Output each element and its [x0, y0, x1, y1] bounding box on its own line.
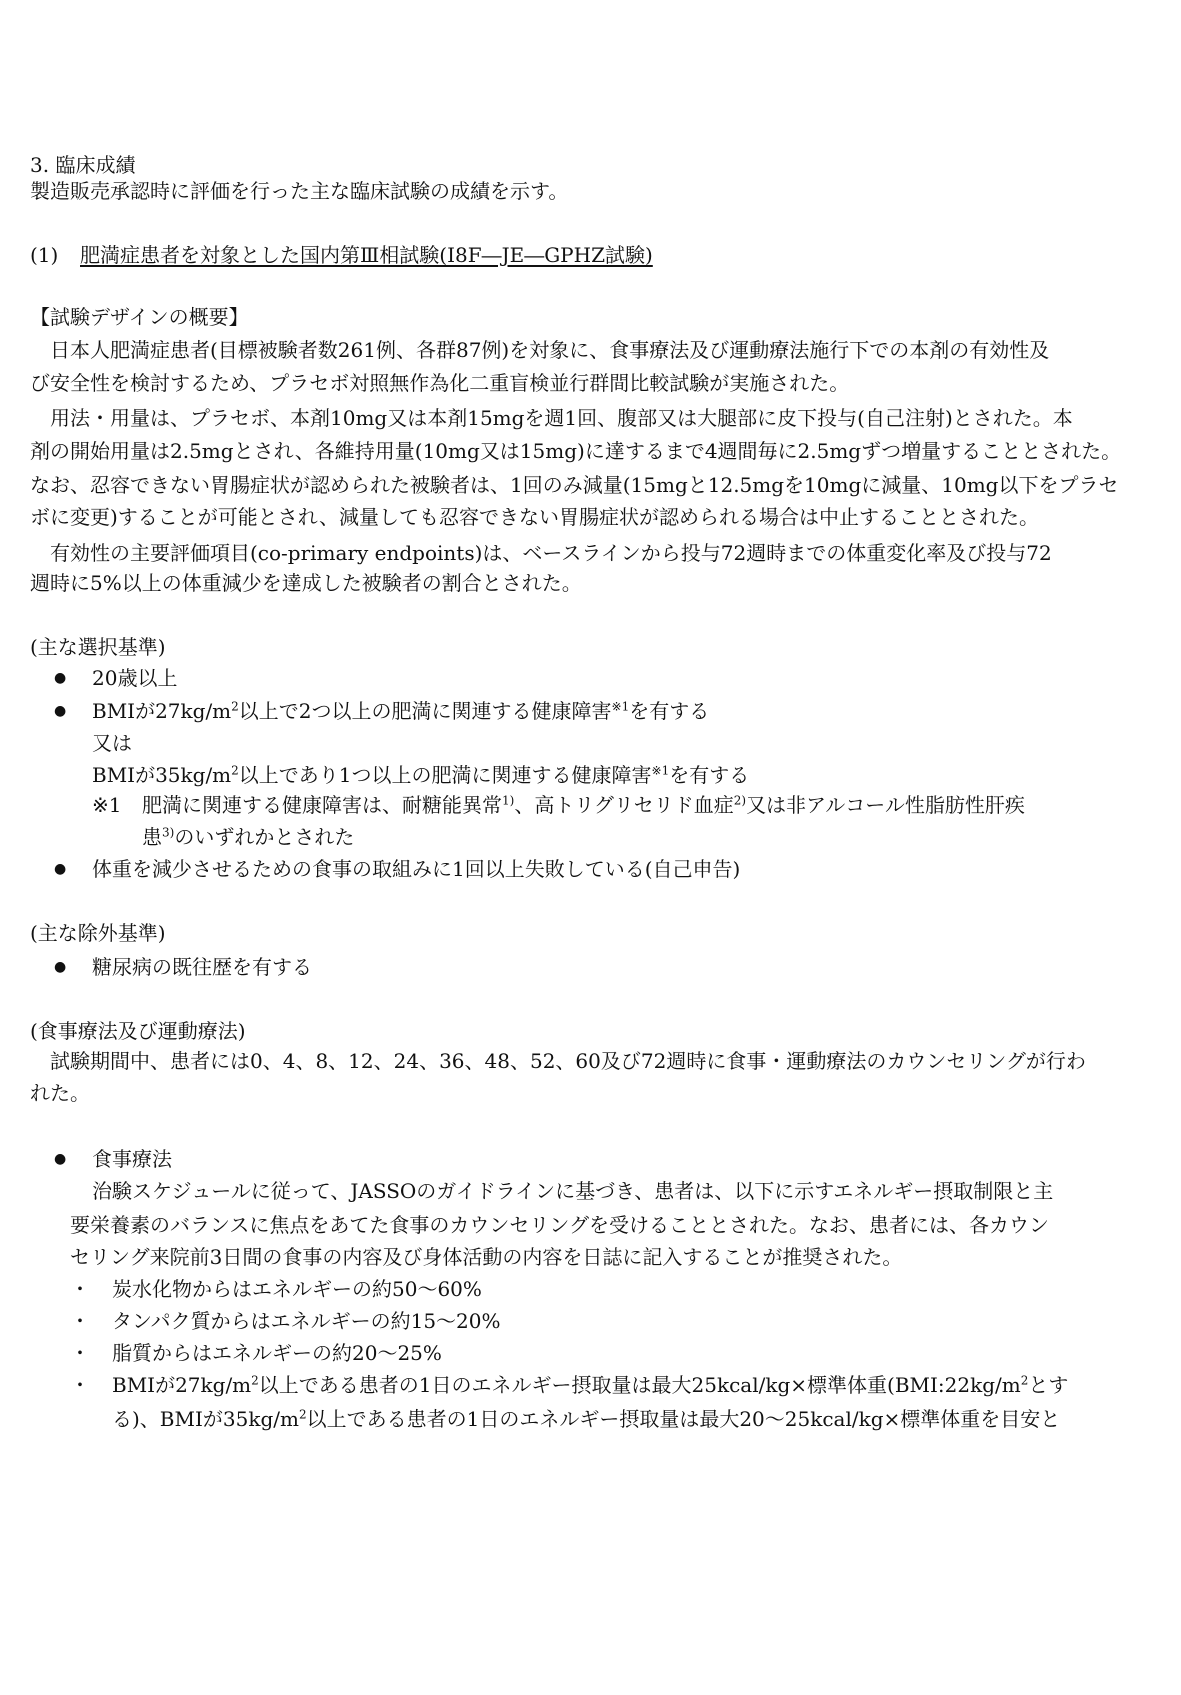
diet-item-4-line-1: BMIが$27kg/m^2$以上である患者の1日のエネルギー摂取量は最大25kcal/kg×標準体重($BMI:22kg/m^2$とす — [112, 1373, 1069, 1397]
dot-icon: ・ — [70, 1277, 90, 1301]
diet-item-2: タンパク質からはエネルギーの約15～20% — [112, 1309, 501, 1333]
diet-exercise-line-2: れた。 — [30, 1081, 90, 1105]
diet-line-2: 要栄養素のバランスに焦点をあてた食事のカウンセリングを受けることとされた。なお、患者には、各カウン — [70, 1213, 1049, 1237]
inclusion-item-1: 20歳以上 — [92, 666, 178, 690]
diet-exercise-heading: (食事療法及び運動療法) — [30, 1019, 246, 1043]
diet-exercise-line-1: 試験期間中、患者には0、4、8、12、24、36、48、52、60及び72週時に食事・運動療法のカウンセリングが行わ — [50, 1049, 1086, 1073]
study-number: (1) — [30, 243, 59, 267]
diet-item-1: 炭水化物からはエネルギーの約50～60% — [112, 1277, 482, 1301]
design-p2-line4: ボに変更)することが可能とされ、減量しても忍容できない胃腸症状が認められる場合は中止することとされた。 — [30, 505, 1040, 529]
bullet-icon: ● — [54, 703, 67, 719]
inclusion-or: 又は — [92, 731, 132, 755]
design-p2-line2: 剤の開始用量は2.5mgとされ、各維持用量(10mg又は15mg)に達するまで4週間毎に2.5mgずつ増量することとされた。 — [30, 439, 1122, 463]
bullet-icon: ● — [54, 861, 67, 877]
design-p1-line2: び安全性を検討するため、プラセボ対照無作為化二重盲検並行群間比較試験が実施された。 — [30, 371, 850, 395]
dot-icon: ・ — [70, 1309, 90, 1333]
dot-icon: ・ — [70, 1341, 90, 1365]
bullet-icon: ● — [54, 959, 67, 975]
design-heading: 【試験デザインの概要】 — [30, 305, 249, 329]
section-title: 3. 臨床成績 — [30, 153, 136, 177]
design-p3-line2: 週時に5%以上の体重減少を達成した被験者の割合とされた。 — [30, 571, 582, 595]
note-mark: ※1 — [92, 793, 122, 817]
inclusion-item-2-alt: BMIが$35kg/m^2$以上であり1つ以上の肥満に関連する健康障害$^{※1}$を有する — [92, 763, 750, 787]
dot-icon: ・ — [70, 1373, 90, 1397]
section-intro: 製造販売承認時に評価を行った主な臨床試験の成績を示す。 — [30, 179, 569, 203]
exclusion-item-1: 糖尿病の既往歴を有する — [92, 955, 312, 979]
diet-item-4-line-2: る)、BMIが$35kg/m^2$以上である患者の1日のエネルギー摂取量は最大20～25kcal/kg×標準体重を目安と — [112, 1407, 1061, 1431]
note-line-1: 肥満に関連する健康障害は、耐糖能異常$^{1)}$、高トリグリセリド血症$^{2)}$又は非アルコール性脂肪性肝疾 — [142, 793, 1025, 817]
diet-line-3: セリング来院前3日間の食事の内容及び身体活動の内容を日誌に記入することが推奨された。 — [70, 1245, 903, 1269]
bullet-icon: ● — [54, 670, 67, 686]
inclusion-heading: (主な選択基準) — [30, 635, 166, 659]
inclusion-item-2: BMIが$27kg/m^2$以上で2つ以上の肥満に関連する健康障害$^{※1}$を有する — [92, 699, 710, 723]
bullet-icon: ● — [54, 1151, 67, 1167]
exclusion-heading: (主な除外基準) — [30, 921, 166, 945]
diet-line-1: 治験スケジュールに従って、JASSOのガイドラインに基づき、患者は、以下に示すエネルギー摂取制限と主 — [92, 1179, 1054, 1203]
diet-item-3: 脂質からはエネルギーの約20～25% — [112, 1341, 442, 1365]
design-p1-line1: 日本人肥満症患者(目標被験者数261例、各群87例)を対象に、食事療法及び運動療法施行下での本剤の有効性及 — [50, 338, 1050, 362]
diet-heading: 食事療法 — [92, 1147, 172, 1171]
note-line-2: 患$^{3)}$のいずれかとされた — [142, 825, 355, 849]
design-p2-line3: なお、忍容できない胃腸症状が認められた被験者は、1回のみ減量(15mgと12.5mgを10mgに減量、10mg以下をプラセ — [30, 473, 1119, 497]
design-p2-line1: 用法・用量は、プラセボ、本剤10mg又は本剤15mgを週1回、腹部又は大腿部に皮下投与(自己注射)とされた。本 — [50, 406, 1073, 430]
inclusion-item-3: 体重を減少させるための食事の取組みに1回以上失敗している(自己申告) — [92, 857, 741, 881]
design-p3-line1: 有効性の主要評価項目(co-primary endpoints)は、ベースラインから投与72週時までの体重変化率及び投与72 — [50, 541, 1052, 565]
study-title: 肥満症患者を対象とした国内第Ⅲ相試験(I8F―JE―GPHZ試験) — [80, 243, 653, 267]
